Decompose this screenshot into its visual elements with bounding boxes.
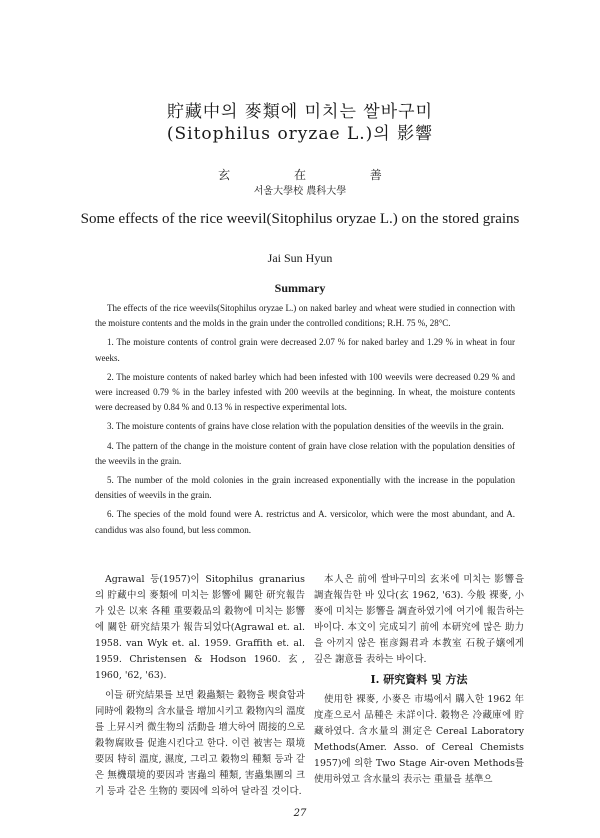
section-heading: I. 研究資料 및 方法 (370, 673, 468, 686)
title-korean-line1: 貯藏中의 麥類에 미치는 쌀바구미 (166, 102, 433, 122)
body-column-right (314, 572, 524, 792)
page-number: 27 (293, 808, 307, 819)
summary-body (95, 301, 515, 542)
body-paragraph: Agrawal 등(1957)이 Sitophilus granarius의 貯藏中의 麥類에 미치는 影響에 關한 研究報告가 있은 以來 各種 重要穀品의 穀物에 미치는 影響에 關한 研究結果가 報告되었다(Agrawal et. al. 1958. van Wyk et. al. 1959. Graffith et. al. 1959. Christensen & Hodson 1960. 玄, 1960, '62, '63). (95, 574, 305, 681)
body-column-left (95, 572, 305, 804)
author-korean: 玄 在 善 (218, 168, 412, 182)
author-english: Jai Sun Hyun (267, 251, 333, 265)
summary-paragraph: 1. The moisture contents of control grain were decreased 2.07 % for naked barley and 1.29 % in wheat in four weeks. (95, 337, 515, 363)
affiliation-korean: 서울大學校 農科大學 (253, 186, 347, 197)
summary-paragraph: 2. The moisture contents of naked barley which had been infested with 100 weevils were decreased 0.29 % and were increased 0.79 % in the barley infested with 200 weevils at the beginning. In wheat, the moisture contents were decreased by 0.84 % and 0.13 % in respective experimental lots. (95, 371, 515, 413)
summary-heading: Summary (274, 281, 326, 295)
summary-paragraph: 6. The species of the mold found were A. restrictus and A. versicolor, which were the most abundant, and A. candidus was also found, but less common. (95, 509, 515, 535)
summary-paragraph: 4. The pattern of the change in the moisture content of grain have close relation with the population densities of the weevils in the grain. (95, 440, 515, 466)
title-english: Some effects of the rice weevil(Sitophilus oryzae L.) on the stored grains (80, 211, 520, 227)
title-korean-line2: (Sitophilus oryzae L.)의 影響 (166, 124, 434, 144)
summary-paragraph: 3. The moisture contents of grains have close relation with the population densities of the weevils in the grain. (107, 421, 504, 432)
body-paragraph: 本人은 前에 쌀바구미의 玄米에 미치는 影響을 調査報告한 바 있다(玄 1962, '63). 今般 裸麥, 小麥에 미치는 影響을 調査하였기에 여기에 報告하는 바이다. 本文이 完成되기 前에 本研究에 많은 助力을 아끼지 않은 崔彦錫君과 本教室 石稅子嬢에게 깊은 謝意를 表하는 바이다. (314, 574, 524, 665)
summary-paragraph: The effects of the rice weevils(Sitophilus oryzae L.) on naked barley and wheat were studied in connection with the moisture contents and the molds in the grain under the controlled conditions; R.H. 75 %, 28°C. (95, 303, 515, 329)
body-paragraph: 使用한 裸麥, 小麥은 市場에서 購入한 1962 年度產으로서 品種은 未詳이다. 穀物은 冷藏庫에 貯藏하였다. 含水量의 測定은 Cereal Laboratory Methods(Amer. Asso. of Cereal Chemists 1957)에 의한 Two Stage Air-oven Methods를 使用하였고 含水量의 表示는 重量을 基準으 (314, 694, 524, 785)
summary-paragraph: 5. The number of the mold colonies in the grain increased exponentially with the increase in the population densities of weevils in the grain. (95, 475, 515, 501)
body-paragraph: 이들 研究結果를 보면 穀蟲類는 穀物을 喫食함과 同時에 穀物의 含水量을 增加시키고 穀物內의 溫度를 上昇시켜 微生物의 活動을 增大하여 間接的으로 穀物腐敗를 促進시킨다고 한다. 이런 被害는 環境要因 特히 溫度, 濕度, 그리고 穀物의 種類 등과 같은 無機環境的要因과 害蟲의 種類, 害蟲集團의 크기 등과 같은 生物的 要因에 의하여 달라질 것이다. (95, 690, 305, 797)
